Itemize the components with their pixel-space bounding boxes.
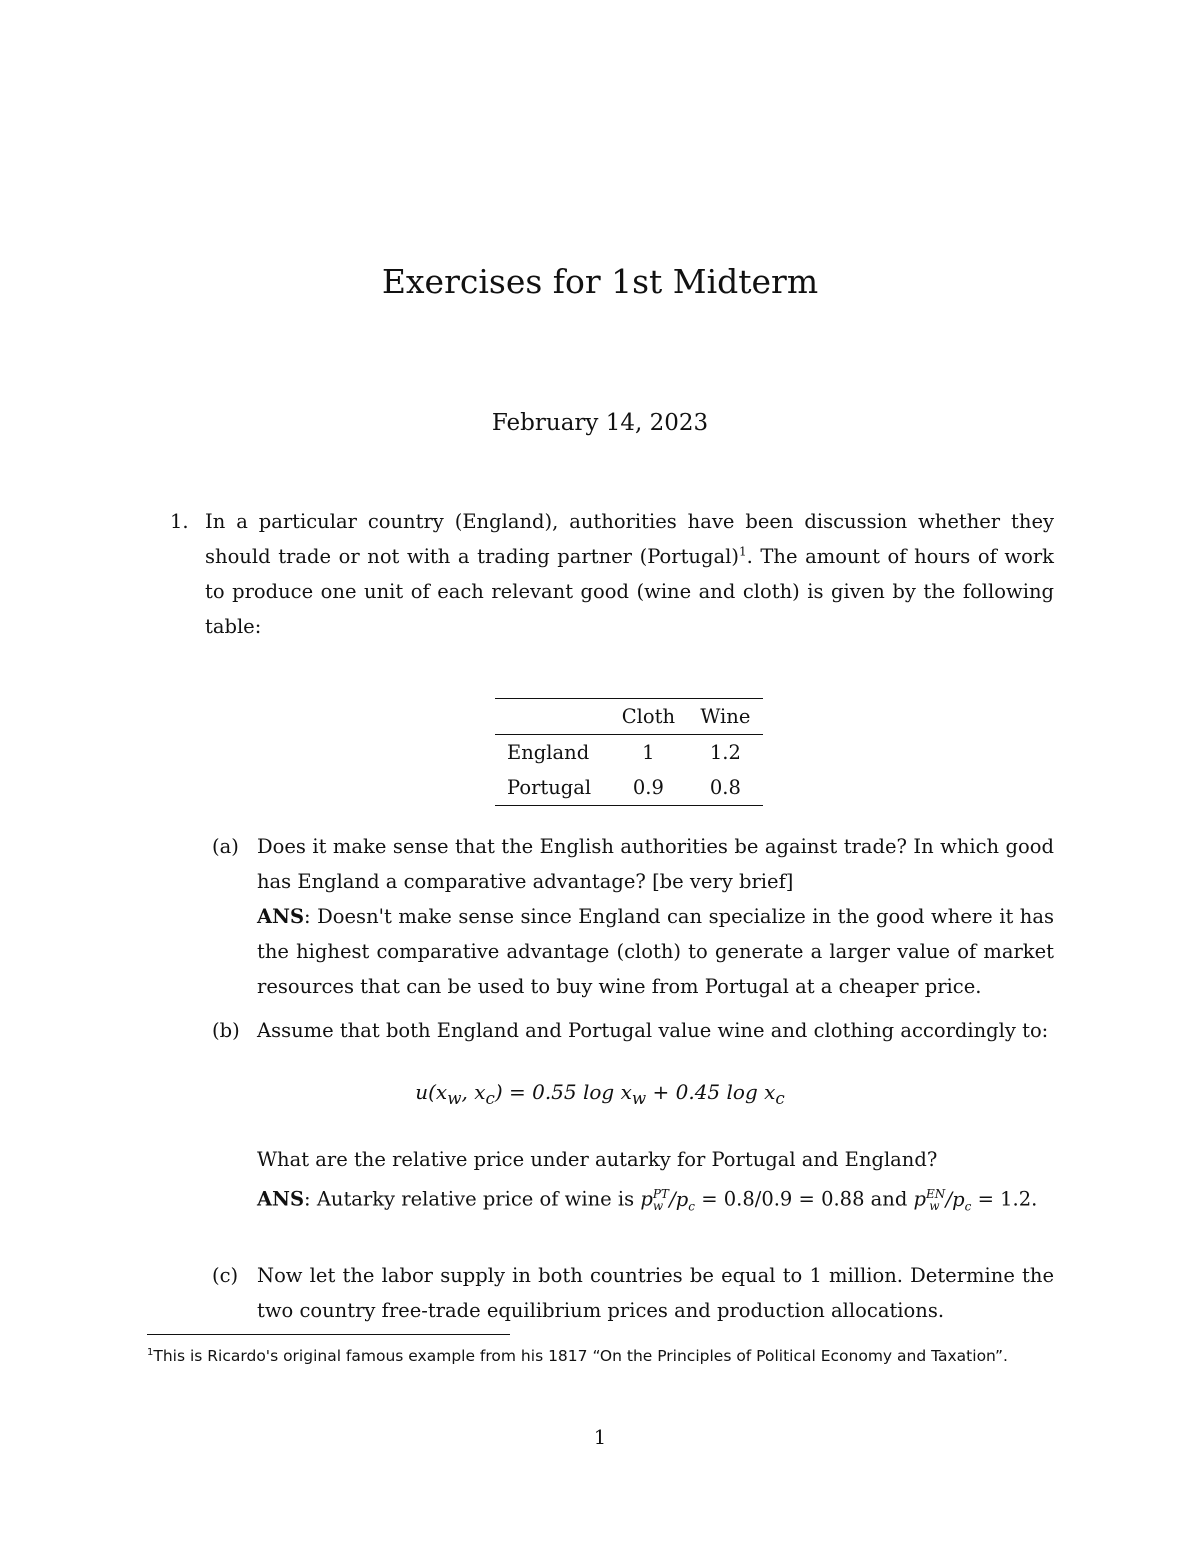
table-cell-wine: 0.8 xyxy=(709,776,741,799)
question-1 xyxy=(170,504,1054,644)
part-b-answer: ANS: Autarky relative price of wine is $p^{PT}_w$ $/p_c = 0.8/0.9 = 0.88$ and $p^{EN}_w$ $/p_c = 1.2$. xyxy=(257,1187,1038,1214)
part-b-followup xyxy=(257,1142,1054,1224)
table-cell-cloth: 1 xyxy=(642,741,655,764)
table-header-cloth: Cloth xyxy=(609,699,688,735)
labor-hours-table xyxy=(495,698,763,806)
part-b xyxy=(212,1013,1054,1048)
footnote-reference: 1 xyxy=(738,544,747,559)
question-1-intro: In a particular country (England), authorities have been discussion whether they should trade or not with a trading partner (Portugal)$^1$. The amount of hours of work to produce one unit of each relevant good (wine and cloth) is given by the following table: xyxy=(205,510,1054,638)
table-cell-cloth: 0.9 xyxy=(632,776,664,799)
part-c-question: Now let the labor supply in both countries be equal to 1 million. Determine the two country free-trade equilibrium prices and production allocations. xyxy=(257,1264,1054,1322)
part-a-answer-text: : Doesn't make sense since England can specialize in the good where it has the highest comparative advantage (cloth) to generate a larger value of market resources that can be used to buy wine from Portugal at a cheaper price. xyxy=(257,905,1054,998)
document-title: Exercises for 1st Midterm xyxy=(381,262,819,301)
table-header-wine: Wine xyxy=(688,699,763,735)
part-b-question: Assume that both England and Portugal value wine and clothing accordingly to: xyxy=(257,1019,1049,1042)
part-b-label: (b) xyxy=(212,1019,240,1042)
part-a-question: Does it make sense that the English authorities be against trade? In which good has England a comparative advantage? [be very brief] xyxy=(257,835,1054,893)
footnote-divider xyxy=(147,1334,510,1335)
table-cell-country: England xyxy=(507,741,590,764)
table-header-row xyxy=(495,699,763,735)
utility-equation: $u(x_w$, $x_c) = 0.55$ $\log x_w + 0.45$ $\log x_c$ xyxy=(415,1080,785,1108)
table-header-empty xyxy=(495,699,609,735)
table-cell-wine: 1.2 xyxy=(709,741,741,764)
document-date: February 14, 2023 xyxy=(491,410,709,436)
table-cell-country: Portugal xyxy=(507,776,592,799)
part-b-followup-question: What are the relative price under autarky for Portugal and England? xyxy=(257,1148,938,1171)
table-row xyxy=(495,735,763,771)
answer-label: ANS xyxy=(257,905,305,928)
part-a-answer xyxy=(257,899,1054,1004)
footnote-marker: 1 xyxy=(147,1347,154,1358)
part-c xyxy=(212,1258,1054,1328)
question-number: 1. xyxy=(170,510,189,533)
page-number: 1 xyxy=(593,1426,607,1449)
footnote xyxy=(147,1342,1054,1367)
part-c-label: (c) xyxy=(212,1264,239,1287)
footnote-text: This is Ricardo's original famous example from his 1817 “On the Principles of Political Economy and Taxation”. xyxy=(153,1347,1008,1366)
part-a-label: (a) xyxy=(212,835,239,858)
answer-label: ANS xyxy=(257,1187,305,1211)
table-row xyxy=(495,770,763,806)
part-a xyxy=(212,829,1054,1004)
